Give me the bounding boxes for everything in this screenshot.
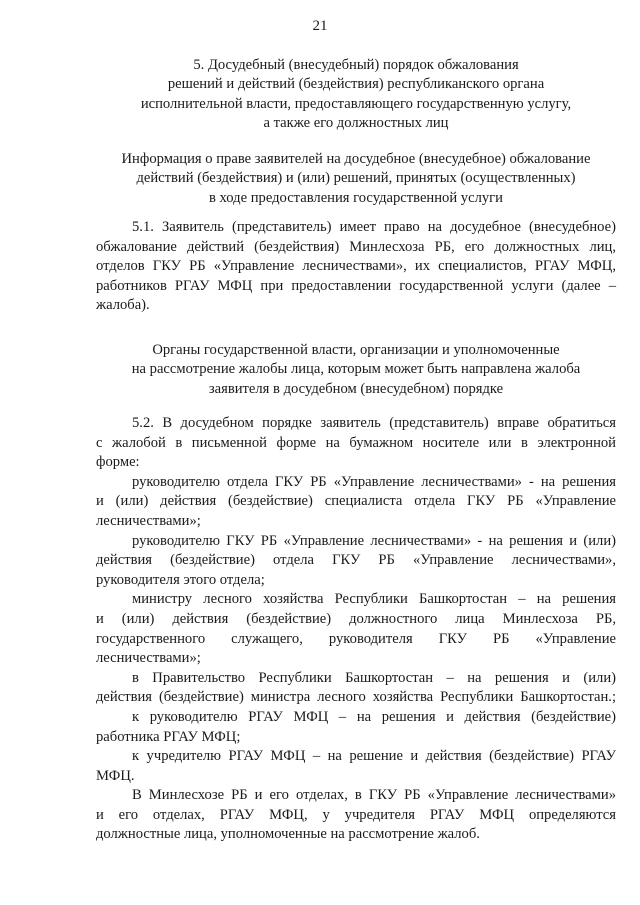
section-title-line: а также его должностных лиц (263, 115, 449, 132)
text-line: работника РГАУ МФЦ; (96, 728, 241, 745)
organs-title-line: на рассмотрение жалобы лица, которым может быть направлена жалоба (131, 361, 581, 378)
organs-title-line: заявителя в досудебном (внесудебном) порядке (208, 380, 504, 397)
text-line: к руководителю РГАУ МФЦ – на решения и действия (бездействие) (132, 708, 616, 725)
info-title-line: Информация о праве заявителей на досудебное (внесудебное) обжалование (121, 151, 591, 167)
text-line: действия (бездействие) отдела ГКУ РБ «Управление лесничествами», (96, 552, 616, 569)
section-title-line: решений и действий (бездействия) республиканского органа (167, 76, 545, 93)
section-title-line: исполнительной власти, предоставляющего государственную услугу, (140, 95, 572, 112)
info-title-line: действий (бездействия) и (или) решений, принятых (осуществленных) (136, 170, 576, 187)
organs-title-line: Органы государственной власти, организации и уполномоченные (152, 342, 560, 358)
text-line: В Минлесхозе РБ и его отделах, в ГКУ РБ «Управление лесничествами» (132, 787, 616, 804)
info-title-line: в ходе предоставления государственной услуги (209, 189, 503, 206)
text-line: руководителя этого отдела; (96, 571, 265, 588)
text-line: МФЦ. (96, 767, 135, 784)
text-line: и (или) действия (бездействие) должностного лица Минлесхоза РБ, (96, 610, 616, 627)
organs-title (96, 341, 616, 399)
text-line: 5.1. Заявитель (представитель) имеет право на досудебное (внесудебное) (132, 219, 616, 235)
section-title-line: 5. Досудебный (внесудебный) порядок обжалования (193, 57, 519, 73)
text-line: отделов ГКУ РБ «Управление лесничествами», их специалистов, РГАУ МФЦ, (96, 258, 616, 275)
text-line: форме: (96, 454, 140, 471)
text-line: и его отделах, РГАУ МФЦ, у учредителя РГАУ МФЦ определяются (96, 806, 616, 823)
text-line: министру лесного хозяйства Республики Башкортостан – на решения (132, 591, 616, 608)
text-line: в Правительство Республики Башкортостан – на решения и (или) (132, 669, 616, 686)
text-line: лесничествами»; (96, 650, 201, 667)
info-title (96, 150, 616, 208)
text-line: и (или) действия (бездействие) специалиста отдела ГКУ РБ «Управление (96, 493, 616, 510)
text-line: государственного служащего, руководителя ГКУ РБ «Управление (96, 630, 616, 647)
text-line: лесничествами»; (96, 512, 201, 529)
paragraph-5-1 (96, 218, 616, 316)
text-line: к учредителю РГАУ МФЦ – на решение и действия (бездействие) РГАУ (132, 748, 616, 765)
page-number: 21 (312, 18, 328, 34)
text-line: действия (бездействие) министра лесного хозяйства Республики Башкортостан.; (96, 689, 616, 706)
text-line: жалоба). (96, 297, 150, 314)
text-line: работников РГАУ МФЦ при предоставлении государственной услуги (далее – (96, 277, 616, 294)
text-line: 5.2. В досудебном порядке заявитель (представитель) вправе обратиться (132, 415, 616, 431)
text-line: руководителю ГКУ РБ «Управление лесничествами» - на решения и (или) (132, 532, 616, 549)
paragraph-5-2 (96, 414, 616, 845)
text-line: с жалобой в письменной форме на бумажном носителе или в электронной (96, 434, 616, 451)
text-line: руководителю отдела ГКУ РБ «Управление лесничествами» - на решения (132, 473, 616, 490)
text-line: должностные лица, уполномоченные на рассмотрение жалоб. (96, 826, 480, 843)
text-line: обжалование действий (бездействия) Минлесхоза РБ, его должностных лиц, (96, 238, 616, 255)
section-title (96, 56, 616, 134)
